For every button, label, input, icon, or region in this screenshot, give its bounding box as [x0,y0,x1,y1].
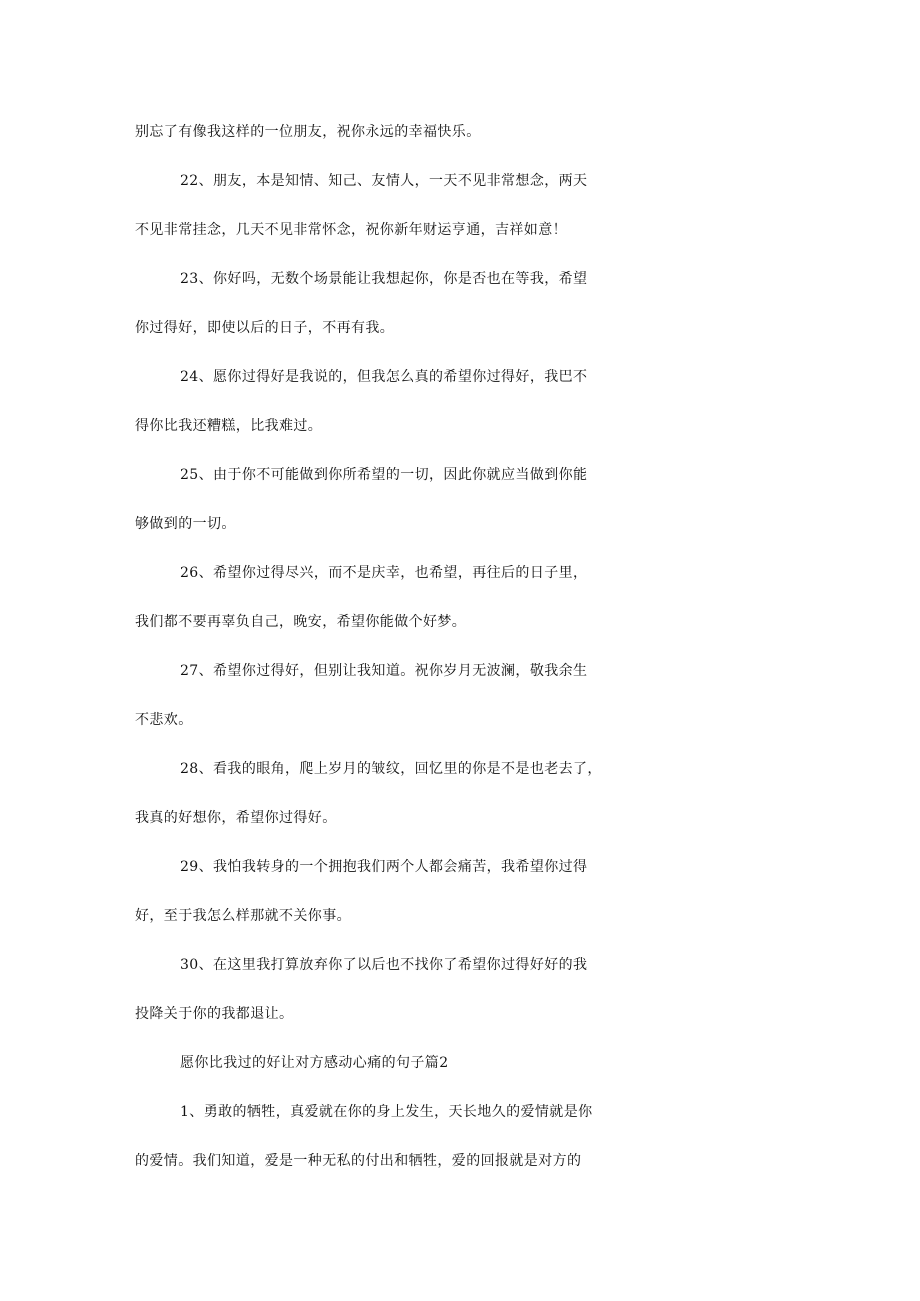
text-line: 的爱情。我们知道，爱是一种无私的付出和牺牲，爱的回报就是对方的 [135,1153,582,1169]
text-line: 30、在这里我打算放弃你了以后也不找你了希望你过得好好的我 [180,957,588,973]
text-line: 我们都不要再辜负自己，晚安，希望你能做个好梦。 [135,614,467,630]
text-line: 你过得好，即使以后的日子，不再有我。 [135,320,395,336]
text-line: 够做到的一切。 [135,516,236,532]
text-line: 22、朋友，本是知情、知己、友情人，一天不见非常想念，两天 [180,173,588,189]
text-line: 28、看我的眼角，爬上岁月的皱纹，回忆里的你是不是也老去了， [180,761,602,777]
text-line: 25、由于你不可能做到你所希望的一切，因此你就应当做到你能 [180,467,588,483]
text-line: 23、你好吗，无数个场景能让我想起你，你是否也在等我，希望 [180,271,588,287]
text-line: 27、希望你过得好，但别让我知道。祝你岁月无波澜，敬我余生 [180,663,588,679]
text-line: 别忘了有像我这样的一位朋友，祝你永远的幸福快乐。 [135,124,481,140]
text-line: 得你比我还糟糕，比我难过。 [135,418,323,434]
text-line: 26、希望你过得尽兴，而不是庆幸，也希望，再往后的日子里， [180,565,588,581]
text-line: 1、勇敢的牺牲，真爱就在你的身上发生，天长地久的爱情就是你 [180,1104,593,1120]
section-heading: 愿你比我过的好让对方感动心痛的句子篇2 [180,1055,449,1071]
text-line: 24、愿你过得好是我说的，但我怎么真的希望你过得好，我巴不 [180,369,588,385]
text-line: 29、我怕我转身的一个拥抱我们两个人都会痛苦，我希望你过得 [180,859,588,875]
text-line: 不悲欢。 [135,712,193,728]
text-line: 我真的好想你，希望你过得好。 [135,810,337,826]
text-line: 投降关于你的我都退让。 [135,1006,294,1022]
text-line: 好，至于我怎么样那就不关你事。 [135,908,351,924]
text-line: 不见非常挂念，几天不见非常怀念，祝你新年财运亨通，吉祥如意！ [135,222,567,238]
